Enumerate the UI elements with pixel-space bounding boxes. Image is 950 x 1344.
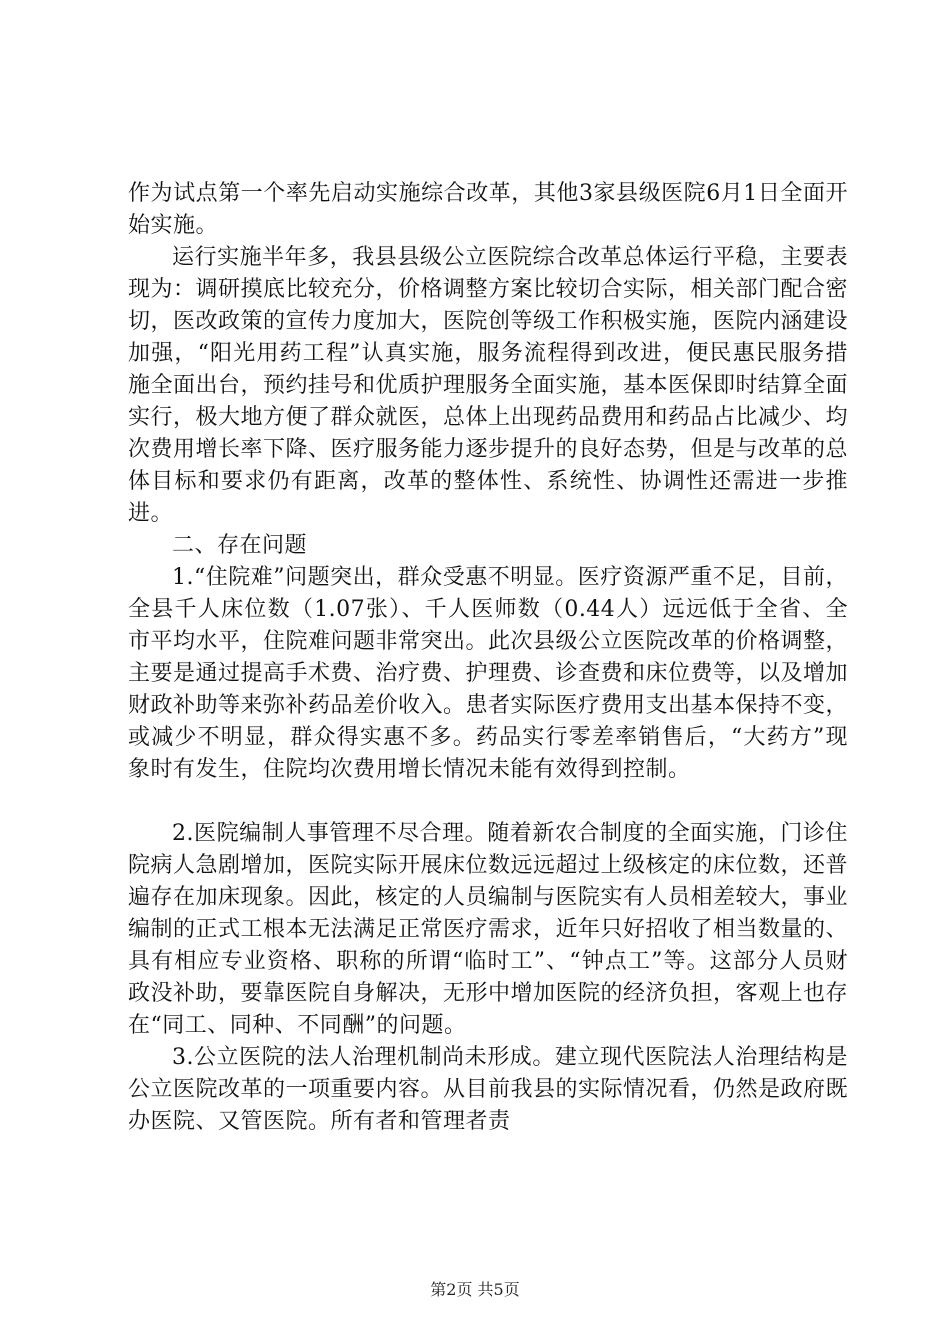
paragraph-problem-3: 3.公立医院的法人治理机制尚未形成。建立现代医院法人治理结构是公立医院改革的一项重要内容。从目前我县的实际情况看，仍然是政府既办医院、又管医院。所有者和管理者责 bbox=[128, 1045, 849, 1134]
section-heading-problems: 二、存在问题 bbox=[172, 533, 308, 558]
paragraph-implementation-summary: 运行实施半年多，我县县级公立医院综合改革总体运行平稳，主要表现为：调研摸底比较充分，价格调整方案比较切合实际，相关部门配合密切，医改政策的宣传力度加大，医院创等级工作积极实施，医院内涵建设加强，“阳光用药工程”认真实施，服务流程得到改进，便民惠民服务措施全面出台，预约挂号和优质护理服务全面实施，基本医保即时结算全面实行，极大地方便了群众就医，总体上出现药品费用和药品占比减少、均次费用增长率下降、医疗服务能力逐步提升的良好态势，但是与改革的总体目标和要求仍有距离，改革的整体性、系统性、协调性还需进一步推进。 bbox=[128, 245, 849, 526]
document-body bbox=[128, 178, 848, 1138]
paragraph-problem-1: 1.“住院难”问题突出，群众受惠不明显。医疗资源严重不足，目前，全县千人床位数（1.07张）、千人医师数（0.44人）远远低于全省、全市平均水平，住院难问题非常突出。此次县级公立医院改革的价格调整，主要是通过提高手术费、治疗费、护理费、诊查费和床位费等，以及增加财政补助等来弥补药品差价收入。患者实际医疗费用支出基本保持不变，或减少不明显，群众得实惠不多。药品实行零差率销售后，“大药方”现象时有发生，住院均次费用增长情况未能有效得到控制。 bbox=[128, 565, 849, 782]
page-footer: 第2页 共5页 bbox=[430, 1280, 520, 1299]
paragraph-spacer bbox=[128, 786, 848, 818]
paragraph-problem-2: 2.医院编制人事管理不尽合理。随着新农合制度的全面实施，门诊住院病人急剧增加，医院实际开展床位数远远超过上级核定的床位数，还普遍存在加床现象。因此，核定的人员编制与医院实有人员相差较大，事业编制的正式工根本无法满足正常医疗需求，近年只好招收了相当数量的、具有相应专业资格、职称的所谓“临时工”、“钟点工”等。这部分人员财政没补助，要靠医院自身解决，无形中增加医院的经济负担，客观上也存在“同工、同种、不同酬”的问题。 bbox=[128, 821, 849, 1038]
paragraph-continuation: 作为试点第一个率先启动实施综合改革，其他3家县级医院6月1日全面开始实施。 bbox=[128, 181, 848, 238]
